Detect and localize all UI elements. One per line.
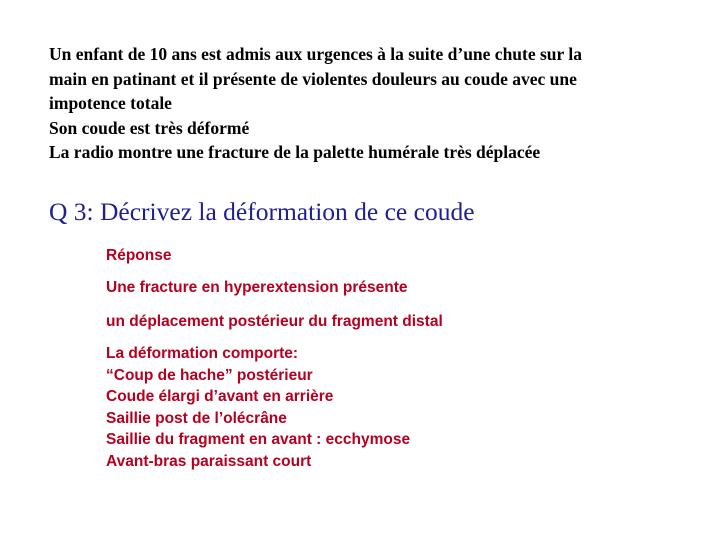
deformation-item: “Coup de hache” postérieur — [106, 366, 313, 384]
answer-displacement: un déplacement postérieur du fragment distal — [106, 313, 443, 330]
case-line-3: impotence totale — [49, 93, 172, 113]
answer-heading: Réponse — [106, 247, 172, 264]
case-description — [49, 42, 689, 165]
case-line-4: Son coude est très déformé — [49, 117, 250, 138]
deformation-title: La déformation comporte: — [106, 345, 299, 362]
answer-deformation-list — [106, 343, 410, 472]
case-line-2: main en patinant et il présente de violentes douleurs au coude avec une — [49, 68, 577, 89]
deformation-item: Saillie du fragment en avant : ecchymose — [106, 431, 411, 448]
deformation-item: Coude élargi d’avant en arrière — [106, 388, 334, 405]
deformation-item: Avant-bras paraissant court — [106, 452, 312, 470]
question-title: Q 3: Décrivez la déformation de ce coude — [49, 197, 475, 226]
case-line-5: La radio montre une fracture de la palette humérale très déplacée — [49, 142, 541, 162]
answer-fracture-type: Une fracture en hyperextension présente — [106, 279, 408, 296]
case-line-1: Un enfant de 10 ans est admis aux urgences à la suite d’une chute sur la — [49, 44, 582, 64]
deformation-item: Saillie post de l’olécrâne — [106, 409, 287, 427]
